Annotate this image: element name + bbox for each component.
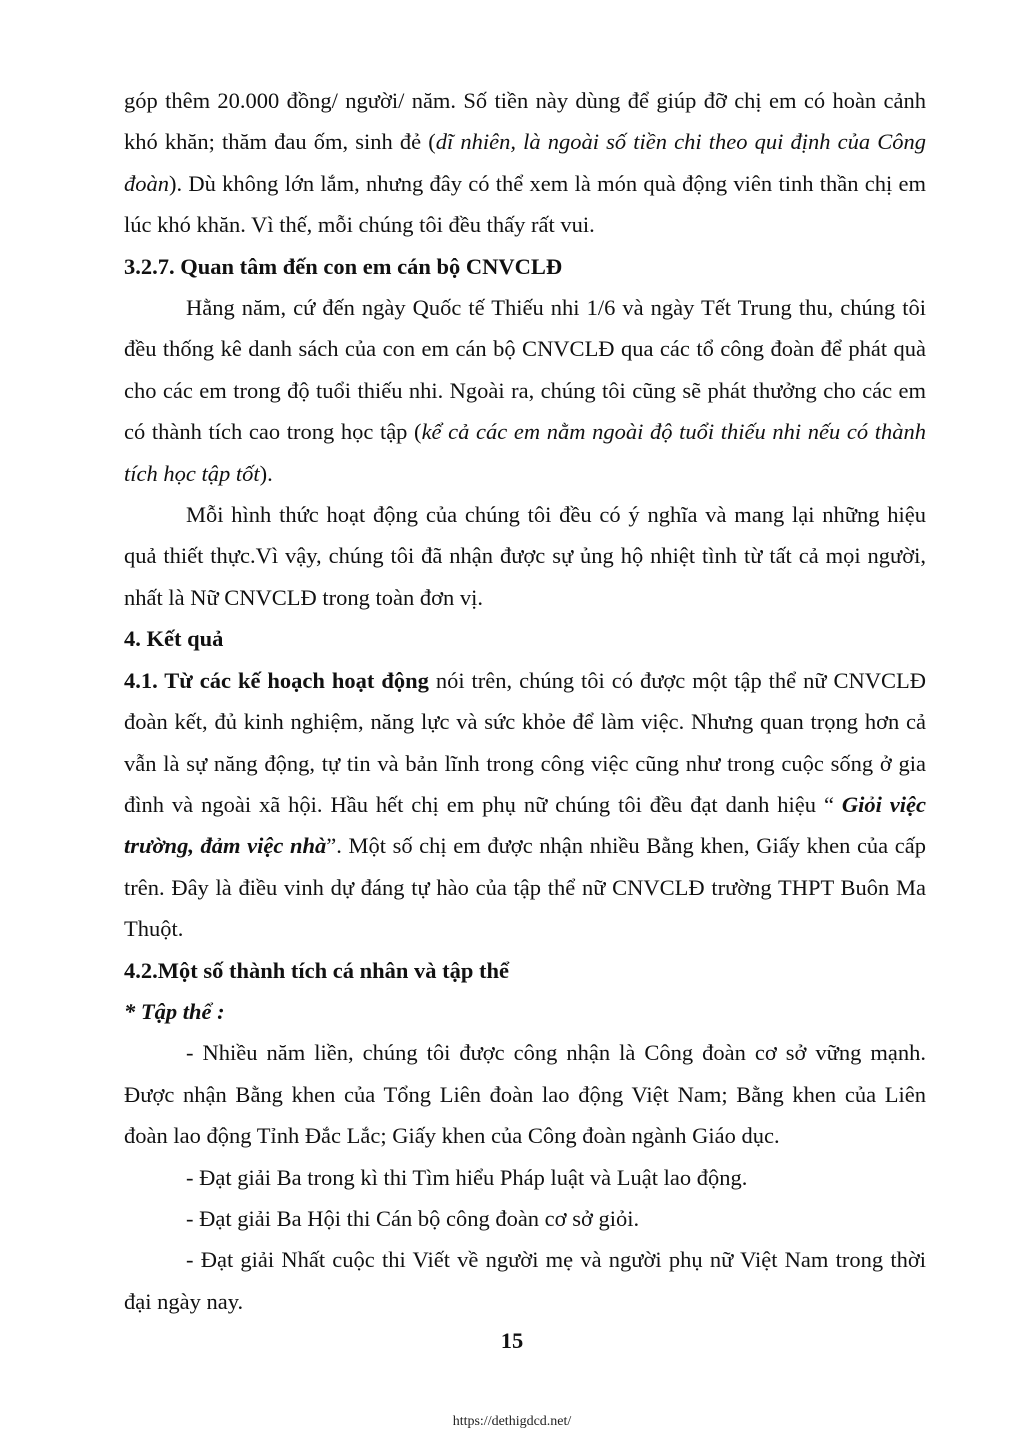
text-run: Hằng năm, cứ đến ngày Quốc tế Thiếu nhi 1/6 và ngày Tết Trung thu, chúng tôi đều thống kê danh sách của con em cán bộ CNVCLĐ qua các tổ công đoàn để phát quà cho các em trong độ tuổi thiếu nhi. Ngoài ra, chúng tôi cũng sẽ phát thưởng cho các em có thành tích cao trong học tập ( [124, 295, 926, 445]
list-item: - Đạt giải Nhất cuộc thi Viết về người mẹ và người phụ nữ Việt Nam trong thời đại ngày nay. [124, 1247, 926, 1314]
heading-collective: * Tập thể : [124, 998, 225, 1024]
document-page [124, 80, 926, 1322]
text-run: ). Dù không lớn lắm, nhưng đây có thể xem là món quà động viên tinh thần chị em lúc khó khăn. Vì thế, mỗi chúng tôi đều thấy rất vui. [124, 170, 926, 238]
bold-italic-run: Giỏi việc trường, đảm việc nhà [124, 791, 926, 859]
footer-url: https://dethigdcd.net/ [452, 1414, 572, 1429]
italic-run: dĩ nhiên, là ngoài số tiền chi theo qui định của Công đoàn [124, 129, 926, 196]
page-number: 15 [500, 1328, 524, 1353]
text-run: nói trên, chúng tôi có được một tập thể nữ CNVCLĐ đoàn kết, đủ kinh nghiệm, năng lực và sức khỏe để làm việc. Nhưng quan trọng hơn cả vẫn là sự năng động, tự tin và bản lĩnh trong công việc cũng như trong cuộc sống ở gia đình và ngoài xã hội. Hầu hết chị em phụ nữ chúng tôi đều đạt danh hiệu “ [124, 667, 926, 817]
heading-4-results: 4. Kết quả [124, 626, 224, 652]
bold-run: 4.1. Từ các kế hoạch hoạt động [124, 667, 429, 693]
heading-4-2: 4.2.Một số thành tích cá nhân và tập thể [124, 957, 510, 983]
list-item: - Nhiều năm liền, chúng tôi được công nhận là Công đoàn cơ sở vững mạnh. Được nhận Bằng khen của Tổng Liên đoàn lao động Việt Nam; Bằng khen của Liên đoàn lao động Tỉnh Đắc Lắc; Giấy khen của Công đoàn ngành Giáo dục. [124, 1040, 926, 1149]
heading-3-2-7: 3.2.7. Quan tâm đến con em cán bộ CNVCLĐ [124, 253, 563, 279]
list-item: - Đạt giải Ba trong kì thi Tìm hiểu Pháp luật và Luật lao động. [186, 1164, 748, 1190]
paragraph-contribution [124, 80, 926, 246]
text-run: góp thêm 20.000 đồng/ người/ năm. Số tiền này dùng để giúp đỡ chị em có hoàn cảnh khó khăn; thăm đau ốm, sinh đẻ ( [124, 88, 926, 155]
list-item: - Đạt giải Ba Hội thi Cán bộ công đoàn cơ sở giỏi. [186, 1205, 640, 1231]
paragraph-4-1 [124, 660, 926, 950]
text-run: ”. Một số chị em được nhận nhiều Bằng khen, Giấy khen của cấp trên. Đây là điều vinh dự đáng tự hào của tập thể nữ CNVCLĐ trường THPT Buôn Ma Thuột. [124, 833, 926, 942]
paragraph-activities-meaning: Mỗi hình thức hoạt động của chúng tôi đều có ý nghĩa và mang lại những hiệu quả thiết thực.Vì vậy, chúng tôi đã nhận được sự ủng hộ nhiệt tình từ tất cả mọi người, nhất là Nữ CNVCLĐ trong toàn đơn vị. [124, 502, 926, 610]
italic-run: kể cả các em nằm ngoài độ tuổi thiếu nhi nếu có thành tích học tập tốt [124, 419, 926, 486]
paragraph-children-care [124, 287, 926, 494]
text-run: ). [259, 460, 273, 486]
